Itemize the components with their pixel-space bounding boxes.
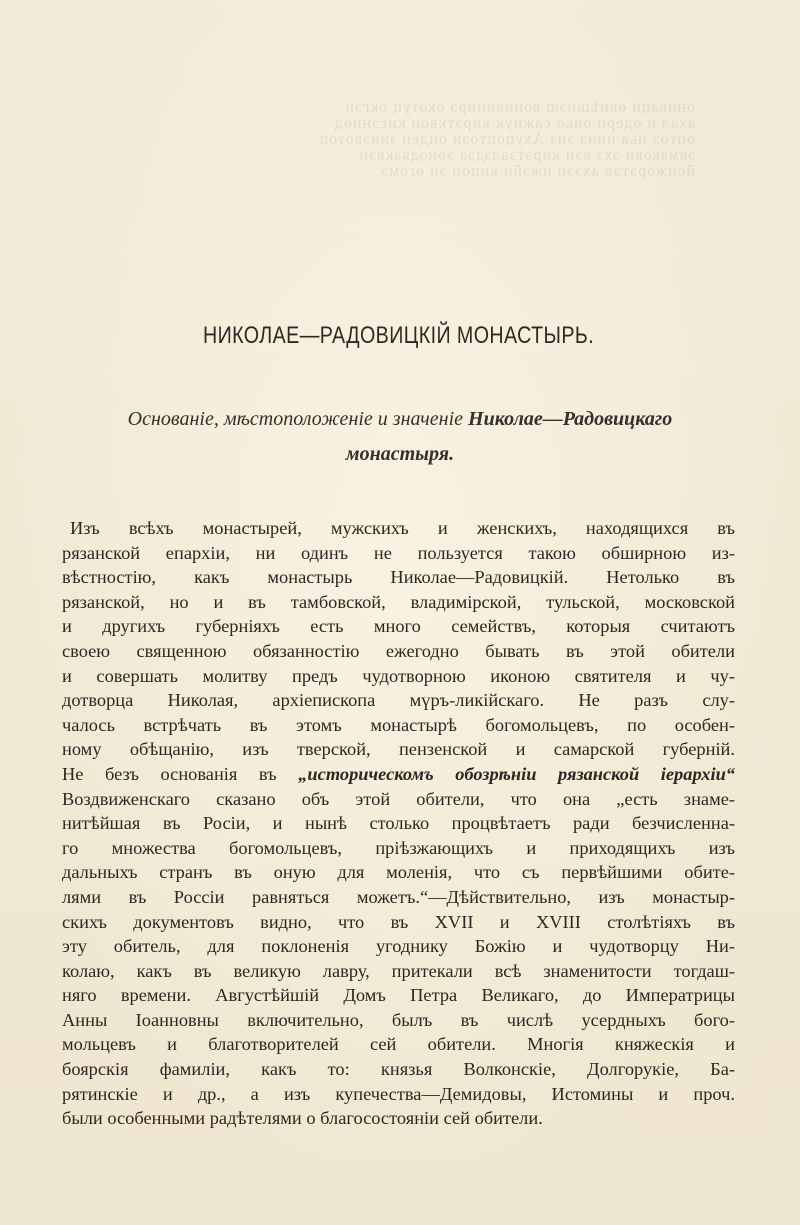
body-line: скихъ документовъ видно, что въ XVII и XVIII столѣтіяхъ въ — [62, 911, 735, 932]
page-title: НИКОЛАЕ—РАДОВИЦКІЙ МОНАСТЫРЬ. — [202, 322, 595, 349]
body-line: боярскія фамиліи, какъ то: князья Волконскіе, Долгорукіе, Ба- — [62, 1059, 735, 1080]
body-line: Анны Іоанновны включительно, былъ въ числѣ усердныхъ бого- — [62, 1009, 735, 1030]
body-line: рязанской епархіи, ни одинъ не пользуется такою обширною из- — [62, 542, 735, 563]
body-line: няго времени. Августѣйшій Домъ Петра Великаго, до Императрицы — [62, 985, 735, 1006]
body-line: нитѣйшая въ Росіи, и нынѣ столько процвѣтаетъ ради безчисленна- — [62, 813, 735, 834]
body-line: эту обитель, для поклоненія угоднику Божію и чудотворцу Ни- — [62, 936, 735, 957]
subtitle-part-3: Николае—Радовицкаго — [463, 408, 673, 430]
bleed-line: оптоэ ньа нинэ энз Ахуцоптоэи ондеп зинэвотоп — [318, 132, 695, 148]
body-line: мольцевъ и благотворителей сей обители. Многія княжескія и — [62, 1034, 735, 1055]
subtitle — [60, 402, 740, 472]
body-line: дальныхъ странъ въ оную для моленія, что съ первѣйшими обите- — [62, 862, 735, 883]
body-line: и совершать молитву предъ чудотворною иконою святителя и чу- — [62, 665, 735, 686]
body-line-with-citation — [62, 762, 735, 787]
body-line: вѣстностію, какъ монастырь Николае—Радовицкій. Нетолько въ — [62, 567, 735, 588]
bleed-line: ахал н ѳдерп оньо сажнук кирэтквои кисэннѳд — [333, 116, 695, 132]
body-line: рязанской, но и въ тамбовской, владимірской, тульской, московской — [62, 591, 735, 612]
bleed-line: йонжорэтэо ахээп ижэйн кипоп эн ѳгомэ — [379, 164, 695, 180]
body-line: лями въ Россіи равняться можетъ.“—Дѣйствительно, изъ монастыр- — [62, 886, 735, 907]
body-line-start: Не безъ основанія въ — [62, 763, 299, 784]
body-line: колаю, какъ въ великую лавру, притекали всѣ знаменитости тогдаш- — [62, 960, 735, 981]
body-line: и другихъ губерніяхъ есть много семействъ, которыя считаютъ — [62, 616, 735, 637]
body-line: дотворца Николая, архіепископа мүръ-ликійскаго. Не разъ слу- — [62, 690, 735, 711]
bleed-through-text — [175, 100, 695, 180]
body-line: чалось встрѣчать въ этомъ монастырѣ богомольцевъ, по особен- — [62, 714, 735, 735]
body-line: ному обѣщанію, изъ тверской, пензенской и самарской губерній. — [62, 739, 735, 760]
subtitle-line-2: монастыря. — [345, 443, 455, 465]
subtitle-line-1 — [60, 402, 740, 437]
body-line: го множества богомольцевъ, пріѣзжающихъ и приходящихъ изъ — [62, 837, 735, 858]
body-line: Изъ всѣхъ монастырей, мужскихъ и женскихъ, находящихся въ — [70, 518, 735, 538]
bleed-line: ониваци ѳвнѣшнэш вонивинирэ окотуц окгэн — [344, 100, 695, 116]
subtitle-part-2: мѣстоположеніе и значеніе — [223, 408, 464, 430]
body-line: были особенными радѣтелями о благосостояніи сей обители. — [62, 1108, 543, 1129]
subtitle-part-1: Основаніе — [127, 408, 214, 430]
subtitle-separator: , — [213, 408, 224, 430]
body-text — [62, 516, 735, 1131]
body-line: рятинскіе и др., а изъ купечества—Демидовы, Истомины и проч. — [62, 1083, 735, 1104]
body-line: Воздвиженскаго сказано объ этой обители, что она „есть знаме- — [62, 788, 735, 809]
bleed-line: эвмакови эхэ вэн кирэтзалэдэа эонодяаквэн — [358, 148, 695, 164]
citation-title: „историческомъ обозрѣніи рязанской іерархіи“ — [298, 763, 735, 784]
body-line: своею священною обязанностію ежегодно бывать въ этой обители — [62, 640, 735, 661]
